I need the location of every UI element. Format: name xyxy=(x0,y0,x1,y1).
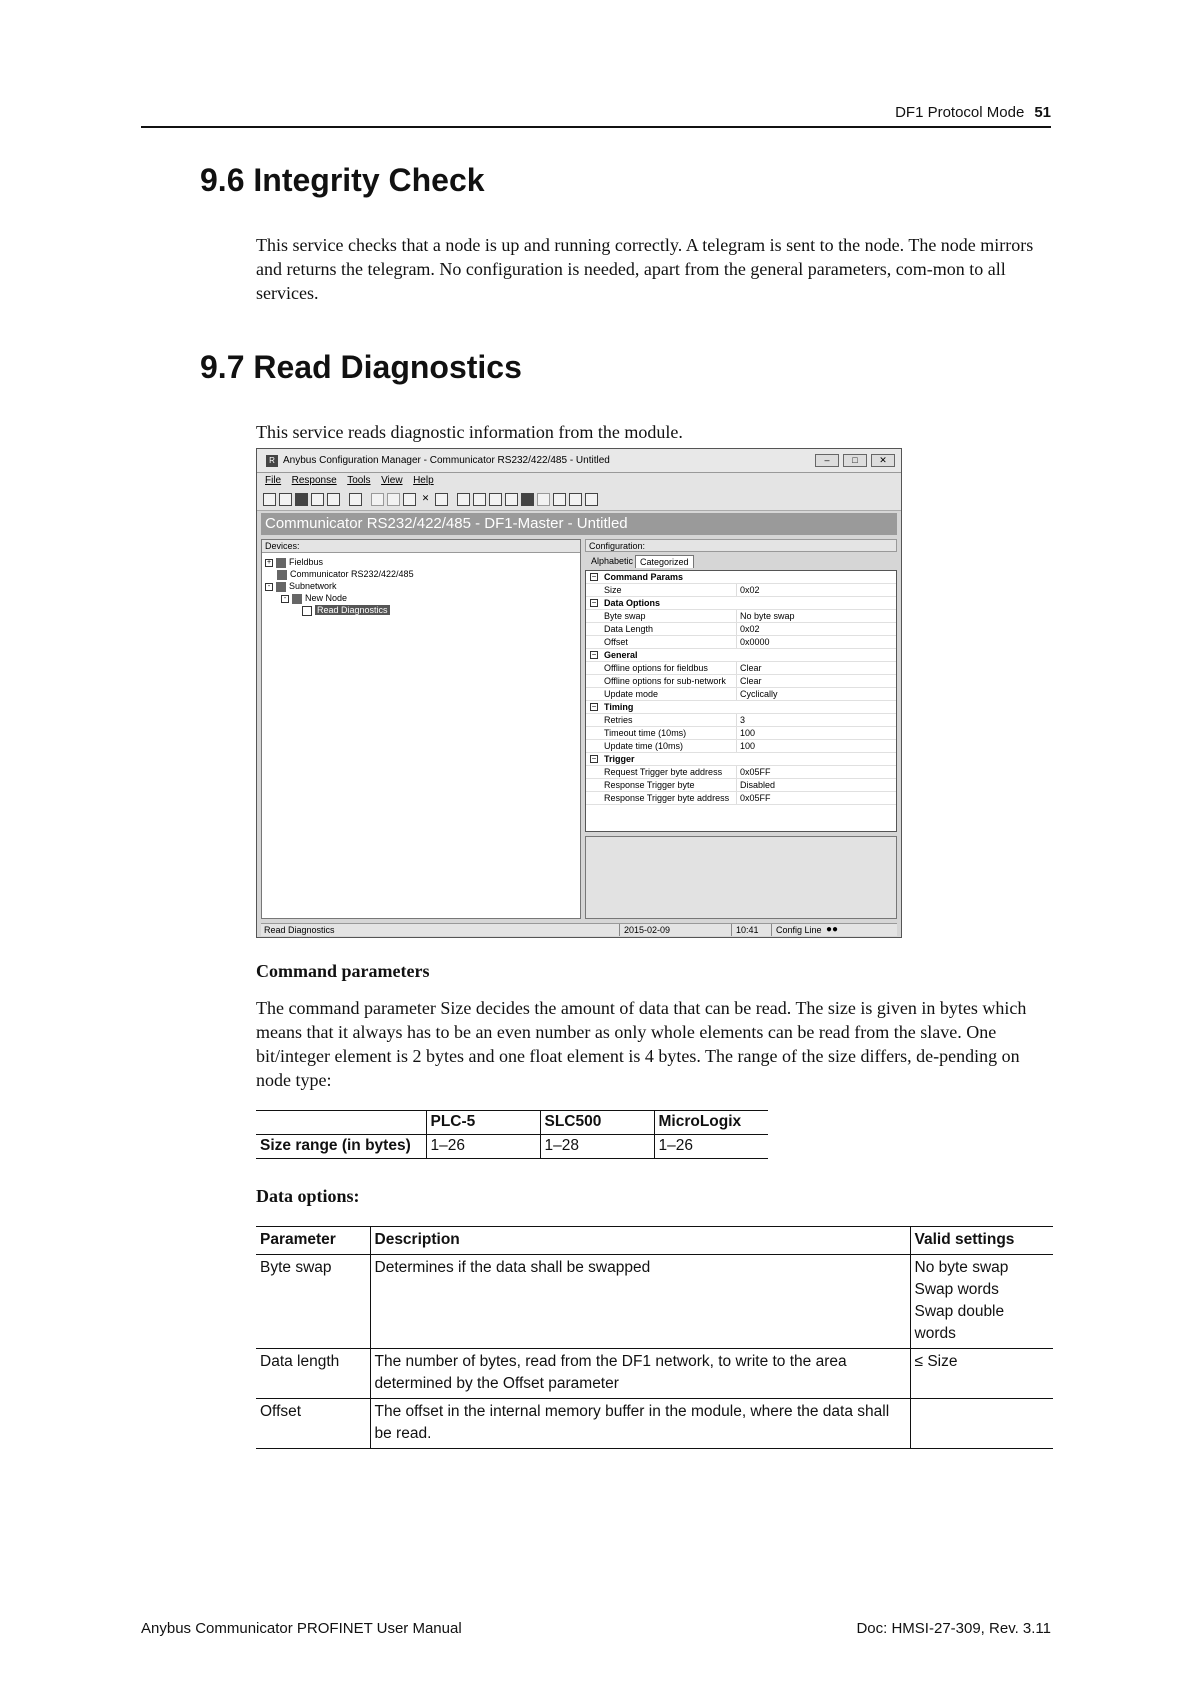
menu-file[interactable]: File xyxy=(265,475,282,486)
table-header-row xyxy=(256,1111,768,1135)
setting-value: ≤ Size xyxy=(914,1353,958,1370)
property-name: Size xyxy=(604,585,622,595)
collapse-icon[interactable]: - xyxy=(265,583,273,591)
paste-icon[interactable] xyxy=(403,493,416,506)
window-title: Anybus Configuration Manager - Communicator RS232/422/485 - Untitled xyxy=(283,455,610,466)
config-tabs xyxy=(585,552,897,570)
command-parameters-heading: Command parameters xyxy=(256,961,430,981)
property-value[interactable]: 0x0000 xyxy=(736,636,770,648)
property-name: Offline options for sub-network xyxy=(604,676,726,686)
property-name: Update time (10ms) xyxy=(604,741,684,751)
property-row[interactable] xyxy=(586,727,896,740)
table-cell: Byte swap xyxy=(256,1255,370,1349)
collapse-icon[interactable]: − xyxy=(591,572,597,581)
subnetwork-icon xyxy=(276,582,286,592)
table-cell: Size range (in bytes) xyxy=(256,1135,426,1159)
node-icon xyxy=(292,594,302,604)
open-icon[interactable] xyxy=(279,493,292,506)
download-icon[interactable] xyxy=(327,493,340,506)
read-diagnostics-text: This service reads diagnostic information from the module. xyxy=(256,422,683,442)
table-header-cell: Description xyxy=(370,1227,910,1255)
setting-value: No byte swap xyxy=(914,1259,1009,1276)
property-category[interactable] xyxy=(586,701,896,714)
menu-view[interactable]: View xyxy=(381,475,403,486)
config-icon[interactable] xyxy=(537,493,550,506)
screenshot-window xyxy=(256,448,902,938)
section-heading-read-diagnostics: 9.7 Read Diagnostics xyxy=(200,349,522,385)
property-name: Command Params xyxy=(604,572,684,582)
integrity-check-text: This service checks that a node is up and running correctly. A telegram is sent to the node. The node mirrors and returns the telegram. No configuration is needed, apart from the general parameters, com-mon to all services. xyxy=(256,235,1034,303)
monitor-icon[interactable] xyxy=(521,493,534,506)
tab-categorized[interactable]: Categorized xyxy=(635,555,694,568)
configuration-panel xyxy=(585,539,897,919)
table-cell: Data length xyxy=(256,1349,370,1399)
menu-bar xyxy=(257,473,901,489)
page-number: 51 xyxy=(1034,104,1051,121)
property-row[interactable] xyxy=(586,623,896,636)
collapse-icon[interactable]: - xyxy=(281,595,289,603)
devices-label: Devices: xyxy=(262,540,580,553)
property-row[interactable] xyxy=(586,610,896,623)
fieldbus-icon xyxy=(276,558,286,568)
table-row xyxy=(256,1399,1053,1449)
table-cell: 1–28 xyxy=(540,1135,654,1159)
footer-right: Doc: HMSI-27-309, Rev. 3.11 xyxy=(856,1620,1051,1637)
table-header-cell xyxy=(256,1111,426,1135)
toolbar xyxy=(257,489,901,511)
tree-label: New Node xyxy=(305,593,348,603)
property-name: Response Trigger byte address xyxy=(604,793,730,803)
status-mode: Config Line xyxy=(771,924,822,936)
insert-icon[interactable] xyxy=(435,493,448,506)
status-text: Read Diagnostics xyxy=(264,925,335,935)
copy-icon[interactable] xyxy=(387,493,400,506)
app-icon: R xyxy=(266,455,278,467)
node-monitor-icon[interactable] xyxy=(489,493,502,506)
connect-icon[interactable] xyxy=(457,493,470,506)
command-parameters-text: The command parameter Size decides the amount of data that can be read. The size is given in bytes which means that it always has to be an even number as only whole elements can be read from the slave. One bit/integer element is 2 bytes and one float element is 4 bytes. The range of the size differs, de-pending on node type: xyxy=(256,998,1027,1090)
project-banner: Communicator RS232/422/485 - DF1-Master - Untitled xyxy=(261,513,897,535)
table-cell: The offset in the internal memory buffer in the module, where the data shall be read. xyxy=(370,1399,910,1449)
property-row[interactable] xyxy=(586,662,896,675)
subnetwork-monitor-icon[interactable] xyxy=(505,493,518,506)
window-titlebar xyxy=(257,449,901,473)
footer-left: Anybus Communicator PROFINET User Manual xyxy=(141,1620,462,1637)
property-value[interactable]: 100 xyxy=(736,727,755,739)
description-pane xyxy=(585,836,897,919)
property-value[interactable]: 0x05FF xyxy=(736,766,771,778)
status-date: 2015-02-09 xyxy=(619,924,707,936)
table-header-cell: Valid settings xyxy=(910,1227,1053,1255)
tree-item-read-diagnostics[interactable] xyxy=(302,604,390,616)
property-name: Data Length xyxy=(604,624,654,634)
menu-response[interactable]: Response xyxy=(291,475,337,486)
property-name: Retries xyxy=(604,715,633,725)
property-category[interactable] xyxy=(586,597,896,610)
tree-item-subnetwork[interactable] xyxy=(265,580,337,592)
property-row[interactable] xyxy=(586,766,896,779)
upload-icon[interactable] xyxy=(311,493,324,506)
section-heading-integrity-check: 9.6 Integrity Check xyxy=(200,162,485,198)
table-header-cell: PLC-5 xyxy=(426,1111,540,1135)
property-row[interactable] xyxy=(586,584,896,597)
collapse-icon[interactable]: − xyxy=(591,650,597,659)
property-category[interactable] xyxy=(586,571,896,584)
property-category[interactable] xyxy=(586,649,896,662)
table-row xyxy=(256,1255,1053,1349)
property-name: Timeout time (10ms) xyxy=(604,728,687,738)
setting-value: Swap words xyxy=(914,1281,999,1298)
property-name: Offline options for fieldbus xyxy=(604,663,708,673)
size-range-table xyxy=(256,1110,768,1159)
disconnect-icon[interactable] xyxy=(473,493,486,506)
data-options-table xyxy=(256,1226,1053,1449)
configuration-label: Configuration: xyxy=(585,539,897,552)
devices-panel xyxy=(261,539,581,919)
table-header-cell: Parameter xyxy=(256,1227,370,1255)
table-cell: The number of bytes, read from the DF1 network, to write to the area determined by the Offset parameter xyxy=(370,1349,910,1399)
property-name: Update mode xyxy=(604,689,659,699)
save-icon[interactable] xyxy=(295,493,308,506)
property-row[interactable] xyxy=(586,675,896,688)
collapse-icon[interactable]: − xyxy=(591,754,597,763)
header-text xyxy=(895,104,1051,121)
property-name: Timing xyxy=(604,702,634,712)
table-cell: Determines if the data shall be swapped xyxy=(370,1255,910,1349)
property-value[interactable]: 0x02 xyxy=(736,623,760,635)
tree-label: Subnetwork xyxy=(289,581,337,591)
tree-item-communicator[interactable] xyxy=(277,568,414,580)
close-icon[interactable]: ✕ xyxy=(871,454,895,467)
table-header-row xyxy=(256,1227,1053,1255)
tree-item-new-node[interactable] xyxy=(281,592,347,604)
display-icon[interactable] xyxy=(585,493,598,506)
new-icon[interactable] xyxy=(263,493,276,506)
property-grid xyxy=(585,570,897,832)
data-options-heading: Data options: xyxy=(256,1186,360,1206)
property-value[interactable]: Disabled xyxy=(736,779,775,791)
communicator-icon xyxy=(277,570,287,580)
tree-item-fieldbus[interactable] xyxy=(265,556,323,568)
minimize-icon[interactable]: – xyxy=(815,454,839,467)
property-row[interactable] xyxy=(586,636,896,649)
property-name: Request Trigger byte address xyxy=(604,767,723,777)
tree-label: Communicator RS232/422/485 xyxy=(290,569,414,579)
table-header-cell: SLC500 xyxy=(540,1111,654,1135)
property-name: Offset xyxy=(604,637,628,647)
menu-tools[interactable]: Tools xyxy=(347,475,371,486)
setting-value: Swap double words xyxy=(914,1303,1005,1342)
property-row[interactable] xyxy=(586,688,896,701)
collapse-icon[interactable]: − xyxy=(591,702,597,711)
tab-alphabetic[interactable]: Alphabetic xyxy=(591,556,634,566)
property-row[interactable] xyxy=(586,740,896,753)
table-cell xyxy=(910,1255,1053,1349)
property-value[interactable]: Clear xyxy=(736,675,762,687)
property-value[interactable]: No byte swap xyxy=(736,610,795,622)
menu-help[interactable]: Help xyxy=(413,475,434,486)
transfer-icon[interactable] xyxy=(553,493,566,506)
table-header-cell: MicroLogix xyxy=(654,1111,768,1135)
property-category[interactable] xyxy=(586,753,896,766)
tree-label: Read Diagnostics xyxy=(317,605,388,615)
table-cell xyxy=(910,1349,1053,1399)
delete-icon[interactable]: ✕ xyxy=(421,493,430,503)
table-cell: Offset xyxy=(256,1399,370,1449)
expand-icon[interactable]: + xyxy=(266,558,272,566)
status-led-icon: ●● xyxy=(826,924,839,935)
property-value[interactable]: 0x05FF xyxy=(736,792,771,804)
table-cell: 1–26 xyxy=(426,1135,540,1159)
property-value[interactable]: Clear xyxy=(736,662,762,674)
page-header xyxy=(141,98,1051,128)
status-bar xyxy=(261,923,897,936)
header-section: DF1 Protocol Mode xyxy=(895,104,1025,121)
properties-icon[interactable] xyxy=(349,493,362,506)
tree-label: Fieldbus xyxy=(289,557,324,567)
property-name: Trigger xyxy=(604,754,635,764)
property-value[interactable]: 3 xyxy=(736,714,745,726)
collapse-icon[interactable]: − xyxy=(591,598,597,607)
folder-icon xyxy=(302,606,312,616)
cut-icon[interactable] xyxy=(371,493,384,506)
property-row[interactable] xyxy=(586,779,896,792)
property-name: General xyxy=(604,650,638,660)
property-name: Byte swap xyxy=(604,611,646,621)
property-name: Data Options xyxy=(604,598,661,608)
table-row xyxy=(256,1135,768,1159)
table-row xyxy=(256,1349,1053,1399)
property-value[interactable]: 0x02 xyxy=(736,584,760,596)
table-cell xyxy=(910,1399,1053,1449)
property-row[interactable] xyxy=(586,792,896,805)
table-cell: 1–26 xyxy=(654,1135,768,1159)
property-value[interactable]: 100 xyxy=(736,740,755,752)
property-name: Response Trigger byte xyxy=(604,780,695,790)
property-value[interactable]: Cyclically xyxy=(736,688,778,700)
maximize-icon[interactable]: □ xyxy=(843,454,867,467)
property-row[interactable] xyxy=(586,714,896,727)
filter-icon[interactable] xyxy=(569,493,582,506)
status-time: 10:41 xyxy=(731,924,759,936)
